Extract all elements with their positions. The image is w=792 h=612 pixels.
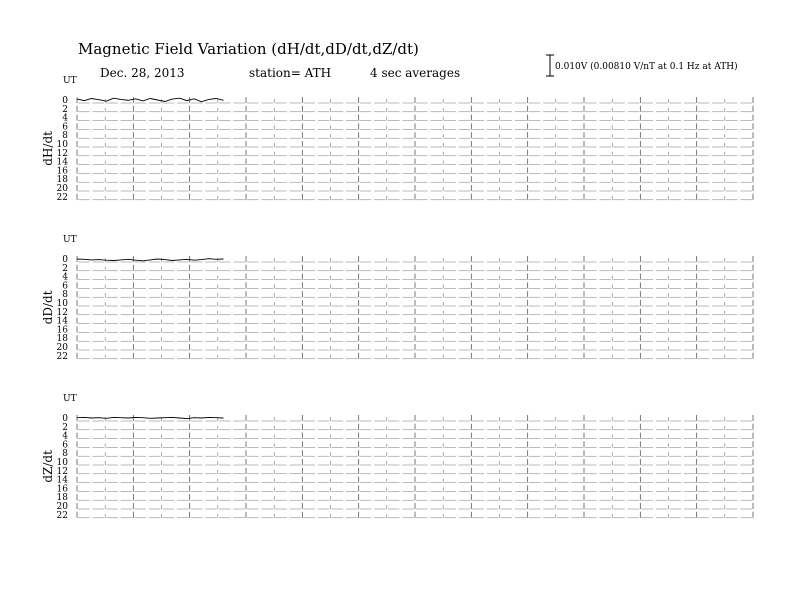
date-label: Dec. 28, 2013: [100, 66, 185, 80]
row-label: 12: [56, 466, 68, 477]
row-label: 12: [56, 148, 68, 159]
ut-label: UT: [63, 394, 77, 404]
panels: [41, 76, 753, 521]
row-20: [57, 502, 753, 512]
row-2: [62, 105, 753, 115]
row-label: 2: [62, 263, 68, 274]
row-label: 4: [62, 431, 68, 442]
panel-dZ-dt: [41, 394, 753, 521]
row-6: [62, 122, 753, 132]
row-22: [57, 193, 753, 203]
row-label: 22: [56, 351, 68, 362]
row-18: [57, 175, 753, 185]
panel-dD-dt: [41, 235, 753, 362]
row-18: [57, 493, 753, 503]
y-axis-label: dZ/dt: [41, 450, 55, 483]
ut-label: UT: [63, 235, 77, 245]
row-label: 10: [56, 140, 68, 150]
row-label: 14: [56, 316, 68, 327]
averaging-label: 4 sec averages: [370, 66, 461, 80]
row-label: 16: [56, 166, 68, 177]
row-label: 10: [56, 299, 68, 309]
row-label: 22: [56, 510, 68, 521]
chart-title: Magnetic Field Variation (dH/dt,dD/dt,dZ/dt): [78, 40, 419, 58]
row-label: 20: [56, 184, 68, 194]
row-label: 14: [56, 157, 68, 168]
row-22: [57, 511, 753, 521]
row-2: [62, 423, 753, 433]
row-18: [57, 334, 753, 344]
row-label: 22: [56, 192, 68, 203]
station-label: station= ATH: [249, 66, 332, 80]
row-label: 20: [56, 343, 68, 353]
row-16: [57, 166, 753, 176]
row-8: [62, 290, 753, 300]
row-22: [57, 352, 753, 362]
row-label: 2: [62, 422, 68, 433]
row-14: [57, 158, 753, 168]
row-label: 4: [62, 272, 68, 283]
trace-row-0: [77, 417, 224, 418]
row-2: [62, 264, 753, 274]
row-16: [57, 325, 753, 335]
row-label: 6: [62, 281, 68, 292]
row-20: [57, 184, 753, 194]
row-14: [57, 476, 753, 486]
ut-label: UT: [63, 76, 77, 86]
scale-bar-label: 0.010V (0.00810 V/nT at 0.1 Hz at ATH): [555, 62, 738, 72]
panel-dH-dt: [41, 76, 753, 203]
row-label: 0: [62, 255, 68, 265]
row-label: 0: [62, 96, 68, 106]
row-4: [62, 114, 753, 124]
row-0: [62, 414, 753, 424]
row-4: [62, 432, 753, 442]
row-6: [62, 281, 753, 291]
row-label: 8: [62, 449, 68, 460]
row-10: [57, 458, 753, 468]
row-8: [62, 131, 753, 141]
row-label: 18: [56, 334, 68, 345]
row-label: 0: [62, 414, 68, 424]
row-label: 10: [56, 458, 68, 468]
trace-row-0: [77, 98, 224, 102]
row-label: 14: [56, 475, 68, 486]
row-label: 2: [62, 104, 68, 115]
row-label: 20: [56, 502, 68, 512]
row-label: 4: [62, 113, 68, 124]
row-20: [57, 343, 753, 353]
row-12: [57, 149, 753, 159]
row-10: [57, 299, 753, 309]
row-label: 6: [62, 440, 68, 451]
row-12: [57, 467, 753, 477]
row-16: [57, 484, 753, 494]
trace-row-0: [77, 259, 224, 261]
row-4: [62, 273, 753, 283]
row-12: [57, 308, 753, 318]
row-label: 16: [56, 484, 68, 495]
row-label: 8: [62, 131, 68, 142]
row-label: 8: [62, 290, 68, 301]
scale-bar: [546, 55, 738, 76]
row-label: 12: [56, 307, 68, 318]
y-axis-label: dD/dt: [41, 290, 55, 325]
row-8: [62, 449, 753, 459]
y-axis-label: dH/dt: [41, 131, 55, 166]
row-10: [57, 140, 753, 150]
row-6: [62, 440, 753, 450]
row-label: 6: [62, 122, 68, 133]
row-label: 18: [56, 493, 68, 504]
row-14: [57, 317, 753, 327]
row-label: 16: [56, 325, 68, 336]
row-label: 18: [56, 175, 68, 186]
